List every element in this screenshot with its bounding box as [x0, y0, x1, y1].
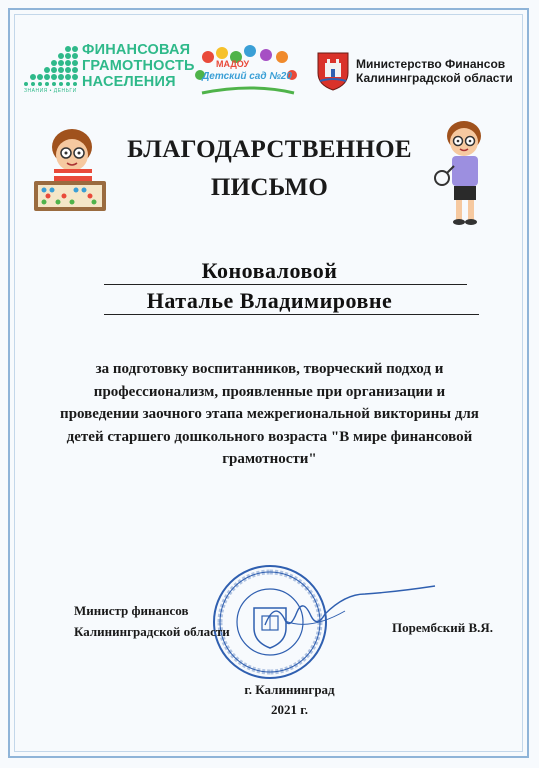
fin-line3: НАСЕЛЕНИЯ	[82, 74, 176, 90]
ministry-line2: Калининградской области	[356, 71, 513, 85]
position-line1: Министр финансов	[74, 603, 189, 618]
city: г. Калининград	[244, 682, 335, 697]
financial-literacy-logo	[22, 40, 195, 96]
place-and-year	[0, 680, 539, 720]
underline-1	[104, 284, 467, 285]
recipient-surname: Коноваловой	[201, 258, 338, 283]
signatory-position	[74, 600, 230, 642]
fin-line1: ФИНАНСОВАЯ	[82, 42, 191, 58]
position-line2: Калининградской области	[74, 624, 230, 639]
underline-2	[104, 314, 479, 315]
boy-with-magnifier-icon	[432, 118, 494, 228]
kindergarten-top-text: МАДОУ	[216, 59, 250, 69]
financial-literacy-title	[82, 42, 195, 90]
year: 2021 г.	[271, 702, 308, 717]
recipient-name: Наталье Владимировне	[146, 288, 393, 313]
fin-line2: ГРАМОТНОСТЬ	[82, 58, 195, 74]
signatory-name: Порембский В.Я.	[392, 620, 494, 635]
ministry-name	[356, 57, 513, 85]
gratitude-text: за подготовку воспитанников, творческий подход и профессионализм, проявленные при организации и проведении заочного этапа межрегиональной викторины для детей старшего дошкольного возраста "В мире финансовой грамотности"	[60, 361, 479, 467]
title-line2: ПИСЬМО	[210, 174, 329, 201]
kindergarten-name: Детский сад №20	[202, 71, 292, 82]
fin-subtitle: ЗНАНИЯ • ДЕНЬГИ	[24, 88, 77, 94]
ministry-logo	[308, 48, 523, 94]
coat-of-arms-icon	[316, 51, 350, 91]
kindergarten-logo	[192, 45, 302, 100]
dots-pattern-icon	[22, 44, 80, 86]
ministry-line1: Министерство Финансов	[356, 57, 506, 71]
title-line1: БЛАГОДАРСТВЕННОЕ	[127, 136, 412, 163]
